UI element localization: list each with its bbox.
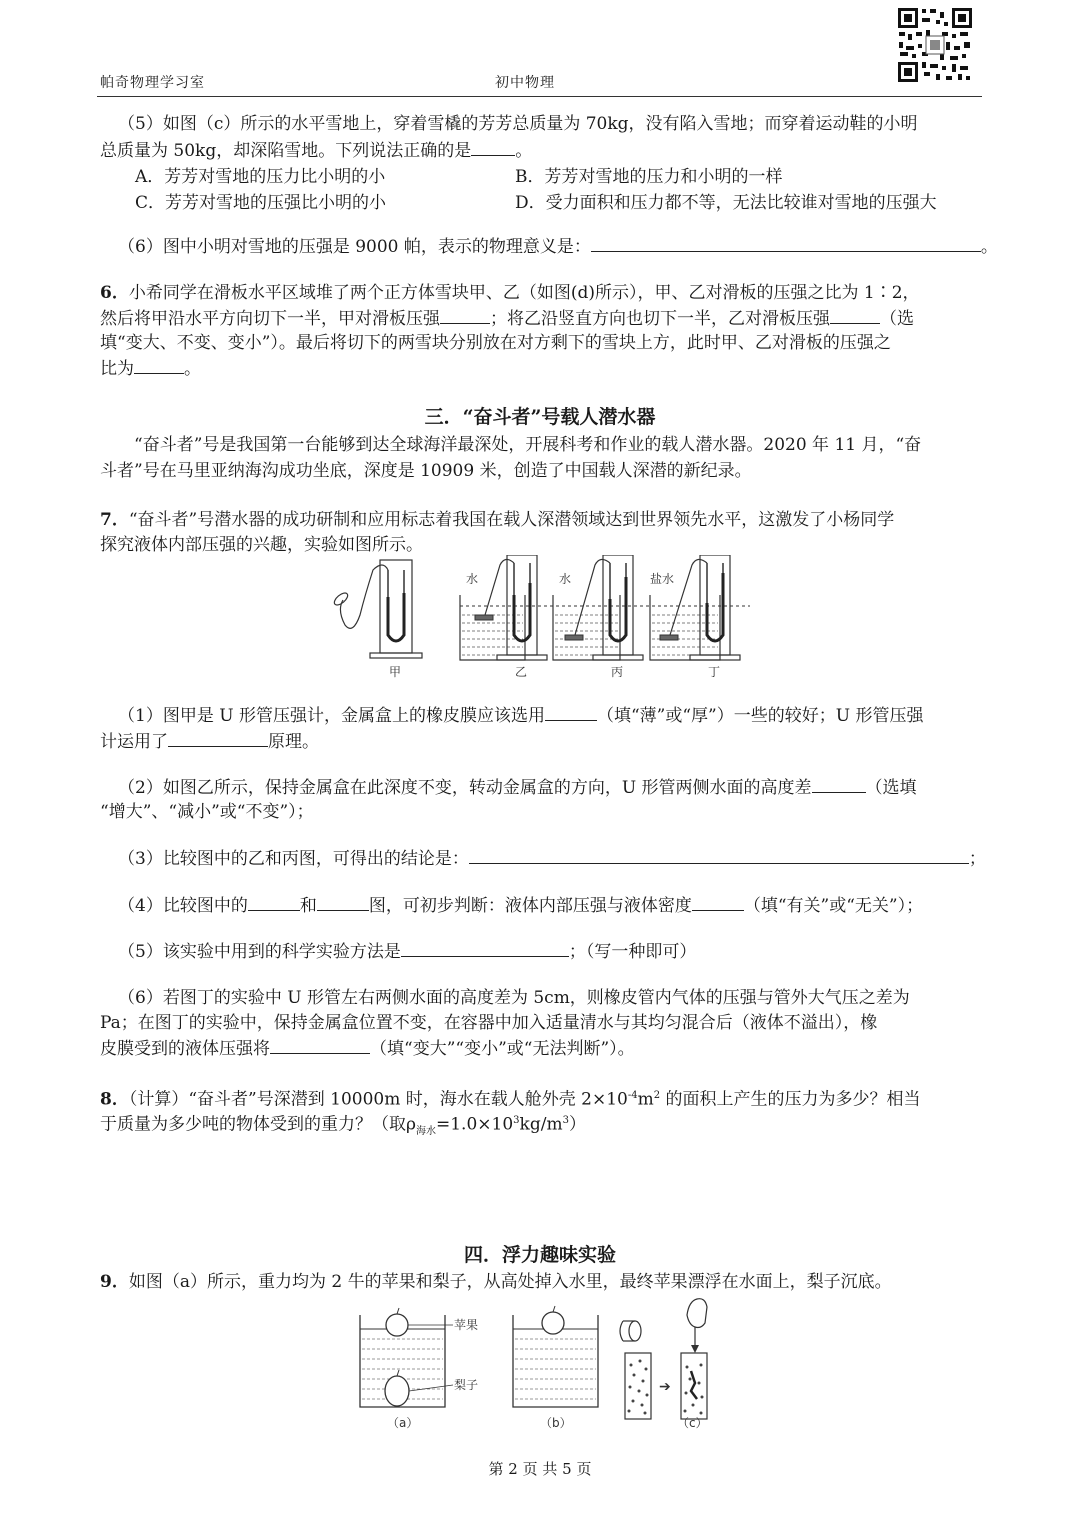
qr-code-icon bbox=[896, 6, 974, 84]
answer-blank[interactable] bbox=[440, 306, 490, 324]
q5-part6: （6）图中小明对雪地的压强是 9000 帕，表示的物理意义是： 。 bbox=[100, 234, 982, 260]
q7-part4: （4）比较图中的 和 图，可初步判断：液体内部压强与液体密度 （填“有关”或“无关”）； bbox=[100, 893, 982, 919]
q7-part1-line1: （1）图甲是 U 形管压强计，金属盒上的橡皮膜应该选用 （填“薄”或“厚”）一些的较好；U 形管压强 bbox=[100, 703, 982, 729]
q8-line1: 8．（计算）“奋斗者”号深潜到 10000m 时，海水在载人舱外壳 $2\times 10^{-4}m^2$ 的面积上产生的压力为多少？相当 bbox=[100, 1089, 921, 1110]
answer-blank[interactable] bbox=[469, 846, 969, 864]
liquid-label-water-yi: 水 bbox=[466, 572, 479, 586]
q6-line4: 比为 。 bbox=[100, 356, 982, 382]
q7-manometer-figure bbox=[325, 555, 755, 685]
answer-blank[interactable] bbox=[830, 306, 880, 324]
manometer-yi bbox=[460, 555, 547, 679]
label-apple: 苹果 bbox=[454, 1318, 479, 1332]
header-divider bbox=[97, 96, 982, 97]
answer-blank[interactable] bbox=[270, 1036, 370, 1054]
q7-part6-line2: Pa；在图丁的实验中，保持金属盒位置不变，在容器中加入适量清水与其均匀混合后（液体不溢出），橡 bbox=[100, 1013, 878, 1033]
q7-part2-line1: （2）如图乙所示，保持金属盒在此深度不变，转动金属盒的方向，U 形管两侧水面的高度差 （选填 bbox=[100, 775, 982, 801]
section-3-intro-line1: “奋斗者”号是我国第一台能够到达全球海洋最深处，开展科考和作业的载人潜水器。2020 年 11 月，“奋 bbox=[134, 435, 922, 455]
fig-label-yi: 乙 bbox=[515, 665, 528, 679]
q6-line3: 填“变大、不变、变小”）。最后将切下的两雪块分别放在对方剩下的雪块上方，此时甲、乙对滑板的压强之 bbox=[100, 333, 891, 353]
caption-a: （a） bbox=[387, 1416, 419, 1430]
q6-line2: 然后将甲沿水平方向切下一半，甲对滑板压强 ；将乙沿竖直方向也切下一半，乙对滑板压强 （选 bbox=[100, 306, 982, 332]
answer-blank[interactable] bbox=[401, 939, 569, 957]
section-3-title: 三．“奋斗者”号载人潜水器 bbox=[424, 406, 656, 428]
answer-blank[interactable] bbox=[317, 893, 369, 911]
answer-blank[interactable] bbox=[591, 234, 981, 252]
answer-blank[interactable] bbox=[471, 138, 515, 156]
header-center: 初中物理 bbox=[495, 75, 555, 91]
answer-blank[interactable] bbox=[134, 356, 184, 374]
answer-blank[interactable] bbox=[168, 729, 268, 747]
label-pear: 梨子 bbox=[454, 1378, 479, 1392]
beaker-a bbox=[360, 1308, 478, 1430]
answer-blank[interactable] bbox=[248, 893, 300, 911]
caption-c: （c） bbox=[677, 1416, 708, 1430]
q7-part5: （5）该实验中用到的科学实验方法是 ；（写一种即可） bbox=[100, 939, 982, 965]
hand-icon bbox=[687, 1299, 707, 1353]
manometer-bing bbox=[553, 555, 643, 679]
answer-blank[interactable] bbox=[692, 893, 744, 911]
q7-line1: 7．“奋斗者”号潜水器的成功研制和应用标志着我国在载人深潜领域达到世界领先水平，这激发了小杨同学 bbox=[100, 510, 895, 530]
liquid-label-water-bing: 水 bbox=[559, 572, 572, 586]
q9-buoyancy-figure bbox=[355, 1295, 735, 1435]
page-number: 第 2 页 共 5 页 bbox=[488, 1460, 592, 1478]
q5-part5-line2: 总质量为 50kg，却深陷雪地。下列说法正确的是 。 bbox=[100, 138, 982, 164]
cylinders-c bbox=[620, 1299, 708, 1430]
liquid-label-saltwater-ding: 盐水 bbox=[650, 572, 675, 586]
q7-part2-line2: “增大”、“减小”或“不变”）； bbox=[100, 802, 314, 822]
q9-line1: 9．如图（a）所示，重力均为 2 牛的苹果和梨子，从高处掉入水里，最终苹果漂浮在水面上，梨子沉底。 bbox=[100, 1272, 892, 1292]
header-left: 帕奇物理学习室 bbox=[100, 75, 205, 91]
q6-line1: 6．小希同学在滑板水平区域堆了两个正方体雪块甲、乙（如图(d)所示），甲、乙对滑板的压强之比为 1∶2， bbox=[100, 283, 920, 303]
section-4-title: 四．浮力趣味实验 bbox=[463, 1244, 616, 1266]
q8-line2: 于质量为多少吨的物体受到的重力？（取$\rho_{海水}=1.0\times 10^3kg/m^3$） bbox=[100, 1114, 586, 1138]
q5-part5-line1: （5）如图（c）所示的水平雪地上，穿着雪橇的芳芳总质量为 70kg，没有陷入雪地；而穿着运动鞋的小明 bbox=[118, 114, 918, 134]
fig-label-bing: 丙 bbox=[611, 665, 624, 679]
fig-label-ding: 丁 bbox=[708, 665, 721, 679]
caption-b: （b） bbox=[540, 1416, 572, 1430]
answer-blank[interactable] bbox=[812, 775, 866, 793]
manometer-ding bbox=[650, 555, 740, 679]
beaker-b bbox=[513, 1306, 598, 1430]
section-3-intro-line2: 斗者”号在马里亚纳海沟成功坐底，深度是 10909 米，创造了中国载人深潜的新纪录。 bbox=[100, 461, 752, 481]
q5-option-a[interactable]: A．芳芳对雪地的压力比小明的小 bbox=[135, 167, 386, 187]
q7-part6-line3: 皮膜受到的液体压强将 （填“变大”“变小”或“无法判断”）。 bbox=[100, 1036, 982, 1062]
q5-option-c[interactable]: C．芳芳对雪地的压强比小明的小 bbox=[135, 193, 387, 213]
q7-line2: 探究液体内部压强的兴趣，实验如图所示。 bbox=[100, 535, 423, 555]
answer-blank[interactable] bbox=[545, 703, 597, 721]
arrow-right-icon: ➔ bbox=[659, 1379, 671, 1395]
manometer-jia bbox=[332, 560, 422, 679]
q5-option-b[interactable]: B．芳芳对雪地的压力和小明的一样 bbox=[515, 167, 783, 187]
q7-part6-line1: （6）若图丁的实验中 U 形管左右两侧水面的高度差为 5cm，则橡皮管内气体的压强与管外大气压之差为 bbox=[118, 988, 910, 1008]
q7-part3: （3）比较图中的乙和丙图，可得出的结论是： ； bbox=[100, 846, 982, 872]
q5-option-d[interactable]: D．受力面积和压力都不等，无法比较谁对雪地的压强大 bbox=[515, 193, 937, 213]
fig-label-jia: 甲 bbox=[389, 665, 402, 679]
q7-part1-line2: 计运用了 原理。 bbox=[100, 729, 982, 755]
